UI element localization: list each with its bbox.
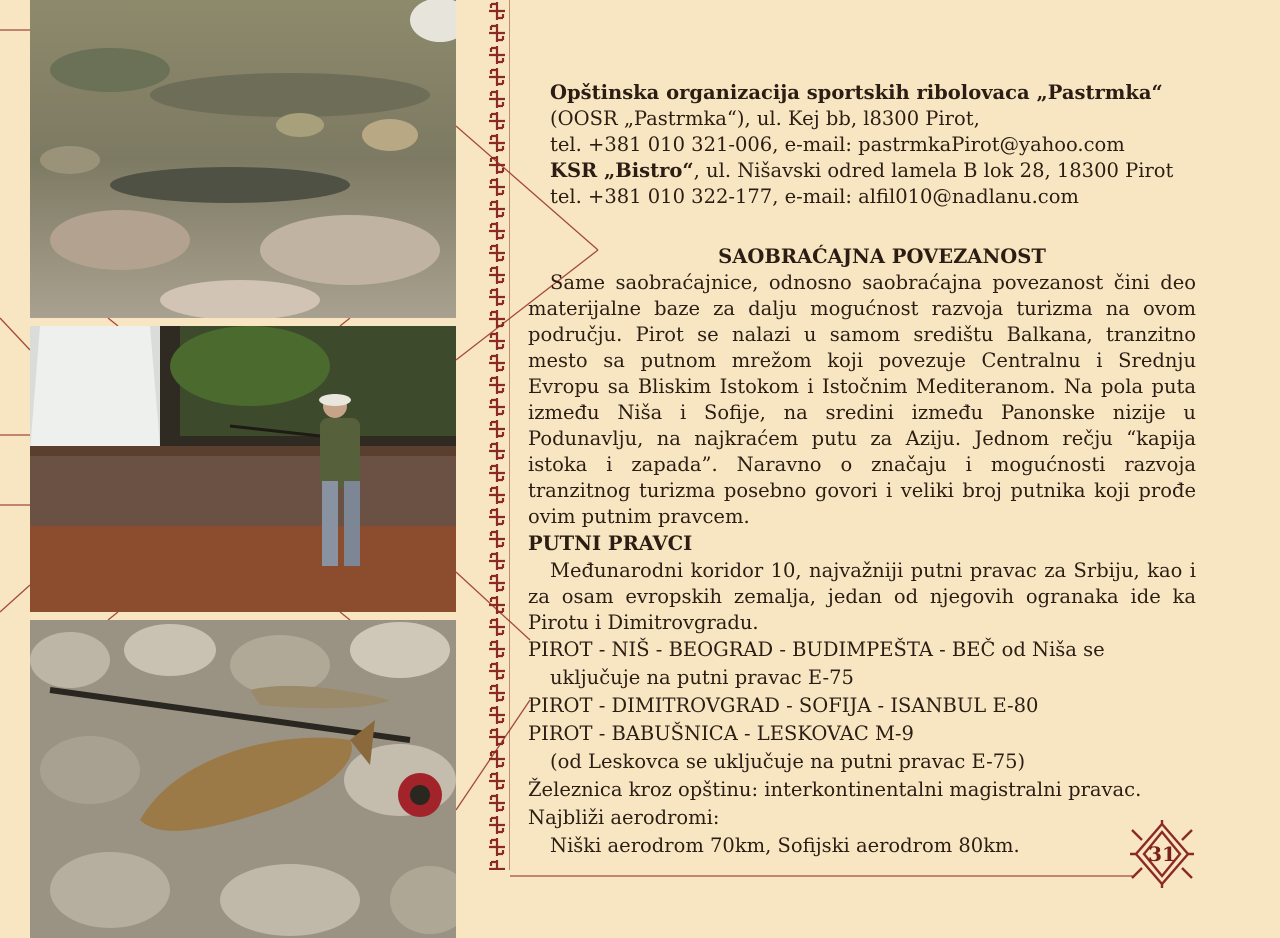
airports-list: Niški aerodrom 70km, Sofijski aerodrom 80km. — [550, 834, 1020, 857]
club-line — [528, 158, 1196, 184]
route-1: PIROT - NIŠ - BEOGRAD - BUDIMPEŠTA - BEČ od Niša se — [528, 638, 1105, 661]
main-article — [528, 244, 1196, 860]
river-stream-photo — [30, 0, 456, 318]
fisherman-waterfall-photo — [30, 326, 456, 612]
section-body-routes: Međunarodni koridor 10, najvažniji putni pravac za Srbiju, kao i za osam evropskih zemalja, jedan od njegovih ogranaka ide ka Pirotu i Dimitrovgradu. — [528, 559, 1196, 634]
org-phone: tel. +381 010 321-006, e-mail: pastrmkaPirot@yahoo.com — [550, 133, 1125, 156]
route-3: PIROT - BABUŠNICA - LESKOVAC M-9 — [528, 722, 914, 745]
section-body-traffic: Same saobraćajnice, odnosno saobraćajna povezanost čini deo materijalne baze za dalju mogućnost razvoja turizma na ovom području. Pirot se nalazi u samom središtu Balkana, tranzitno mesto sa putnom mrežom koji povezuje Centralnu i Srednju Evropu sa Bliskim Istokom i Istočnim Mediteranom. Na pola puta između Niša i Sofije, na sredini između Panonske nizije u Podunavlju, na najkraćem putu za Aziju. Jednom rečju “kapija istoka i zapada”. Naravno o značaju i mogućnosti razvoja tranzitnog turizma posebno govori i veliki broj putnika koji prođe ovim putnim pravcem. — [528, 271, 1196, 528]
airports-label: Najbliži aerodromi: — [528, 806, 720, 829]
section-title-traffic: SAOBRAĆAJNA POVEZANOST — [718, 245, 1046, 268]
club-address: , ul. Nišavski odred lamela B lok 28, 18300 Pirot — [693, 159, 1174, 182]
club-name: KSR „Bistro“ — [550, 159, 694, 182]
ornamental-border — [484, 0, 510, 880]
org-name: Opštinska organizacija sportskih ribolovaca „Pastrmka“ — [550, 81, 1163, 104]
railway-line: Železnica kroz opštinu: interkontinentalni magistralni pravac. — [528, 778, 1142, 801]
page-number: 31 — [1148, 842, 1176, 866]
trout-catch-photo — [30, 620, 456, 938]
route-1-cont: uključuje na putni pravac E-75 — [550, 666, 854, 689]
route-2: PIROT - DIMITROVGRAD - SOFIJA - ISANBUL E-80 — [528, 694, 1039, 717]
section-title-routes: PUTNI PRAVCI — [528, 532, 693, 555]
page-number-badge — [1128, 820, 1196, 888]
contact-block — [528, 80, 1196, 210]
route-3-cont: (od Leskovca se uključuje na putni pravac E-75) — [550, 750, 1026, 773]
club-phone: tel. +381 010 322-177, e-mail: alfil010@nadlanu.com — [550, 185, 1079, 208]
org-address: (OOSR „Pastrmka“), ul. Kej bb, l8300 Pirot, — [550, 107, 980, 130]
